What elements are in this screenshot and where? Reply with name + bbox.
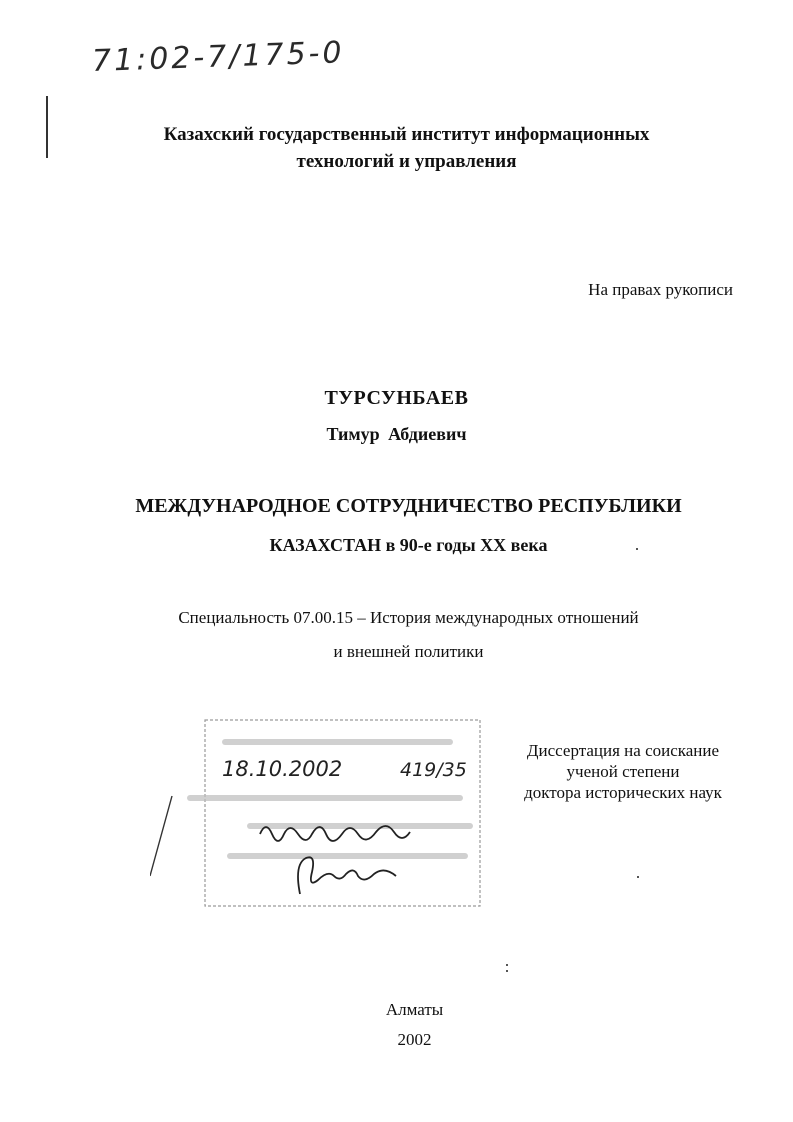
thesis-title-line-1: МЕЖДУНАРОДНОЕ СОТРУДНИЧЕСТВО РЕСПУБЛИКИ	[135, 495, 682, 517]
specialty-line-2: и внешней политики	[333, 642, 484, 661]
institution-name	[0, 121, 793, 175]
dissertation-degree	[506, 740, 740, 803]
handwritten-code: 71:02-7/175-0	[91, 35, 346, 79]
dissertation-line-1: Диссертация на соискание	[526, 741, 720, 760]
author-surname: ТУРСУНБАЕВ	[324, 387, 469, 409]
manuscript-rights: На правах рукописи	[588, 280, 733, 299]
scan-speck	[506, 970, 508, 972]
institution-line-1: Казахский государственный институт информационных	[163, 124, 650, 145]
scan-speck	[636, 548, 638, 550]
pen-stroke	[150, 796, 172, 876]
stamp-date: 18.10.2002	[222, 757, 343, 781]
city: Алматы	[385, 1000, 444, 1019]
thesis-title-line-2: КАЗАХСТАН в 90-е годы XX века	[269, 535, 548, 555]
author-name: Тимур Абдиевич	[326, 424, 467, 444]
signature	[298, 857, 396, 894]
institution-line-2: технологий и управления	[296, 151, 517, 172]
dissertation-line-3: доктора исторических наук	[524, 783, 722, 802]
registration-stamp	[150, 716, 490, 916]
scan-speck	[506, 964, 508, 966]
scan-speck	[637, 876, 639, 878]
stamp-number: 419/35	[400, 759, 467, 781]
year: 2002	[397, 1030, 432, 1049]
dissertation-line-2: ученой степени	[566, 762, 680, 781]
specialty-line-1: Специальность 07.00.15 – История международных отношений	[178, 608, 639, 627]
